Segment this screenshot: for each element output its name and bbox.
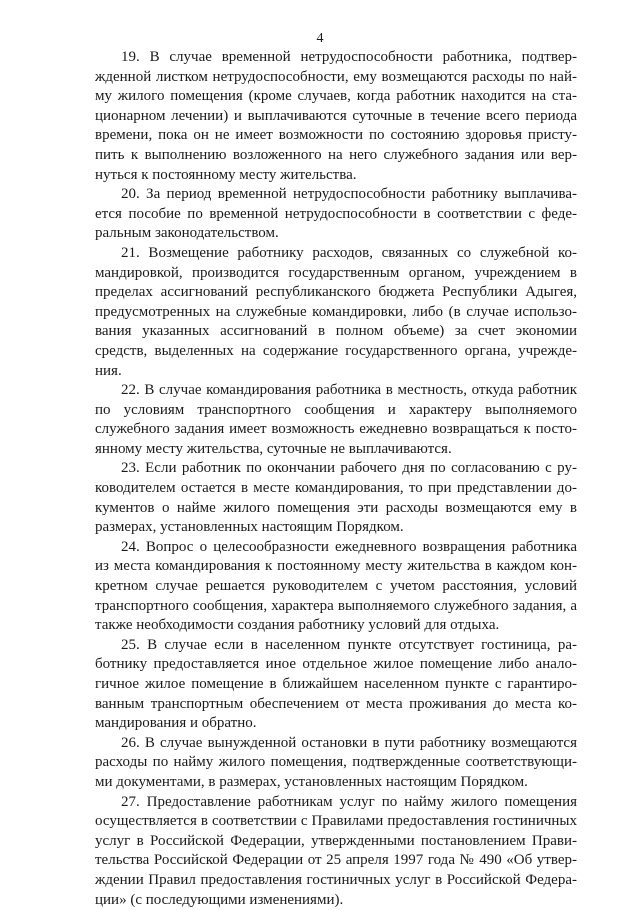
paragraph-19: 19. В случае временной нетрудоспособности работника, подтвержденной листком нетрудоспособности, ему возмещаются расходы по найму жилого помещения (кроме случаев, когда работник находится на стационарном лечении) и выплачиваются суточные в течение всего периода времени, пока он не имеет возможности по состоянию здоровья приступить к выполнению возложенного на него служебного задания или вернуться к постоянному месту жительства.	[95, 49, 577, 183]
page-number: 4	[316, 31, 324, 46]
paragraph-20: 20. За период временной нетрудоспособности работнику выплачивается пособие по временной нетрудоспособности в соответствии с федеральным законодательством.	[95, 186, 577, 242]
paragraph-22: 22. В случае командирования работника в местность, откуда работник по условиям транспортного сообщения и характеру выполняемого служебного задания имеет возможность ежедневно возвращаться к постоянному месту жительства, суточные не выплачиваются.	[95, 382, 577, 457]
paragraph-25: 25. В случае если в населенном пункте отсутствует гостиница, работнику предоставляется иное отдельное жилое помещение либо аналогичное жилое помещение в ближайшем населенном пункте с гарантированным транспортным обеспечением от места проживания до места командирования и обратно.	[95, 636, 577, 732]
document-body	[95, 48, 577, 910]
paragraph-23: 23. Если работник по окончании рабочего дня по согласованию с руководителем остается в месте командирования, то при представлении документов о найме жилого помещения эти расходы возмещаются ему в размерах, установленных настоящим Порядком.	[95, 460, 577, 536]
paragraph-21: 21. Возмещение работнику расходов, связанных со служебной командировкой, производится государственным органом, учреждением в пределах ассигнований республиканского бюджета Республики Адыгея, предусмотренных на служебные командировки, либо (в случае использования указанных ассигнований в полном объеме) за счет экономии средств, выделенных на содержание государственного органа, учреждения.	[95, 244, 577, 379]
paragraph-26: 26. В случае вынужденной остановки в пути работнику возмещаются расходы по найму жилого помещения, подтвержденные соответствующими документами, в размерах, установленных настоящим Порядком.	[95, 734, 577, 790]
paragraph-27: 27. Предоставление работникам услуг по найму жилого помещения осуществляется в соответствии с Правилами предоставления гостиничных услуг в Российской Федерации, утвержденными постановлением Правительства Российской Федерации от 25 апреля 1997 года № 490 «Об утверждении Правил предоставления гостиничных услуг в Российской Федерации» (с последующими изменениями).	[95, 793, 577, 908]
paragraph-24: 24. Вопрос о целесообразности ежедневного возвращения работника из места командирования к постоянному месту жительства в каждом конкретном случае решается руководителем с учетом расстояния, условий транспортного сообщения, характера выполняемого служебного задания, а также необходимости создания работнику условий для отдыха.	[95, 538, 577, 634]
